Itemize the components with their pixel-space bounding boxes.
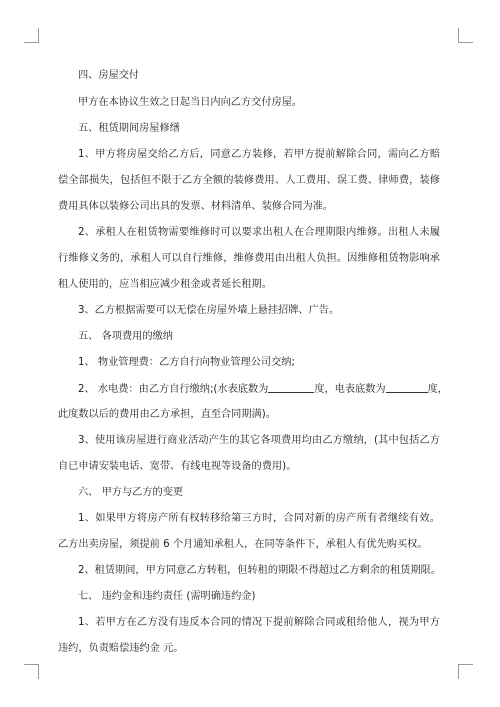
water-meter-blank[interactable]: [268, 382, 314, 393]
electric-meter-blank[interactable]: [386, 382, 428, 393]
paragraph-line: 偿全部损失，包括但不限于乙方全额的装修费用、人工费用、误工费、律师费，装修: [58, 175, 440, 186]
paragraph-line: 3、乙方根据需要可以无偿在房屋外墙上悬挂招牌、广告。: [78, 305, 340, 316]
paragraph-line: 2、承租人在租赁物需要维修时可以要求出租人在合理期限内维修。出租人未履: [78, 227, 440, 238]
section-heading: 五、 各项费用的缴纳: [78, 331, 173, 342]
section-heading: 七、 违约金和违约责任 (需明确违约金): [78, 591, 256, 602]
paragraph-line: 乙方出卖房屋，须提前 6 个月通知承租人，在同等条件下，承租人有优先购买权。: [58, 539, 428, 550]
text-segment: 2、 水电费：由乙方自行缴纳;(水表底数为: [78, 384, 269, 395]
paragraph-line: 1、 物业管理费：乙方自行向物业管理公司交纳;: [78, 357, 295, 368]
paragraph-line: 1、如果甲方将房产所有权转移给第三方时，合同对新的房产所有者继续有效。: [78, 513, 440, 524]
crop-mark-top-left: [24, 28, 39, 43]
paragraph-line: 违约，负责赔偿违约金 元。: [58, 643, 184, 654]
section-heading: 四、房屋交付: [78, 70, 140, 81]
paragraph-line: 租人使用的，应当相应减少租金或者延长租期。: [58, 279, 272, 290]
paragraph-line: 此度数以后的费用由乙方承担，直至合同期满)。: [58, 409, 276, 420]
text-segment: 度，电表底数为: [314, 384, 386, 395]
paragraph-line: 2、租赁期间，甲方同意乙方转租，但转租的期限不得超过乙方剩余的租赁期限。: [78, 565, 442, 576]
crop-mark-bottom-left: [24, 664, 39, 679]
crop-mark-bottom-right: [458, 664, 473, 679]
text-segment: 度，: [427, 384, 448, 395]
paragraph-line: 1、甲方将房屋交给乙方后，同意乙方装修，若甲方提前解除合同，需向乙方赔: [78, 149, 440, 160]
section-heading: 六、 甲方与乙方的变更: [78, 487, 184, 498]
paragraph-line: [78, 382, 448, 396]
paragraph-line: 费用具体以装修公司出具的发票、材料清单、装修合同为准。: [58, 201, 334, 212]
paragraph-line: 甲方在本协议生效之日起当日内向乙方交付房屋。: [78, 97, 303, 108]
paragraph-line: 1、若甲方在乙方没有违反本合同的情况下提前解除合同或租给他人，视为甲方: [78, 617, 440, 628]
paragraph-line: 自已申请安装电话、宽带、有线电视等设备的费用)。: [58, 461, 297, 472]
section-heading: 五、租赁期间房屋修缮: [78, 123, 180, 134]
paragraph-line: 行维修义务的，承租人可以自行维修，维修费用由出租人负担。因维修租赁物影响承: [58, 253, 440, 264]
crop-mark-top-right: [458, 28, 473, 43]
paragraph-line: 3、使用该房屋进行商业活动产生的其它各项费用均由乙方缴纳，(其中包括乙方: [78, 435, 440, 446]
